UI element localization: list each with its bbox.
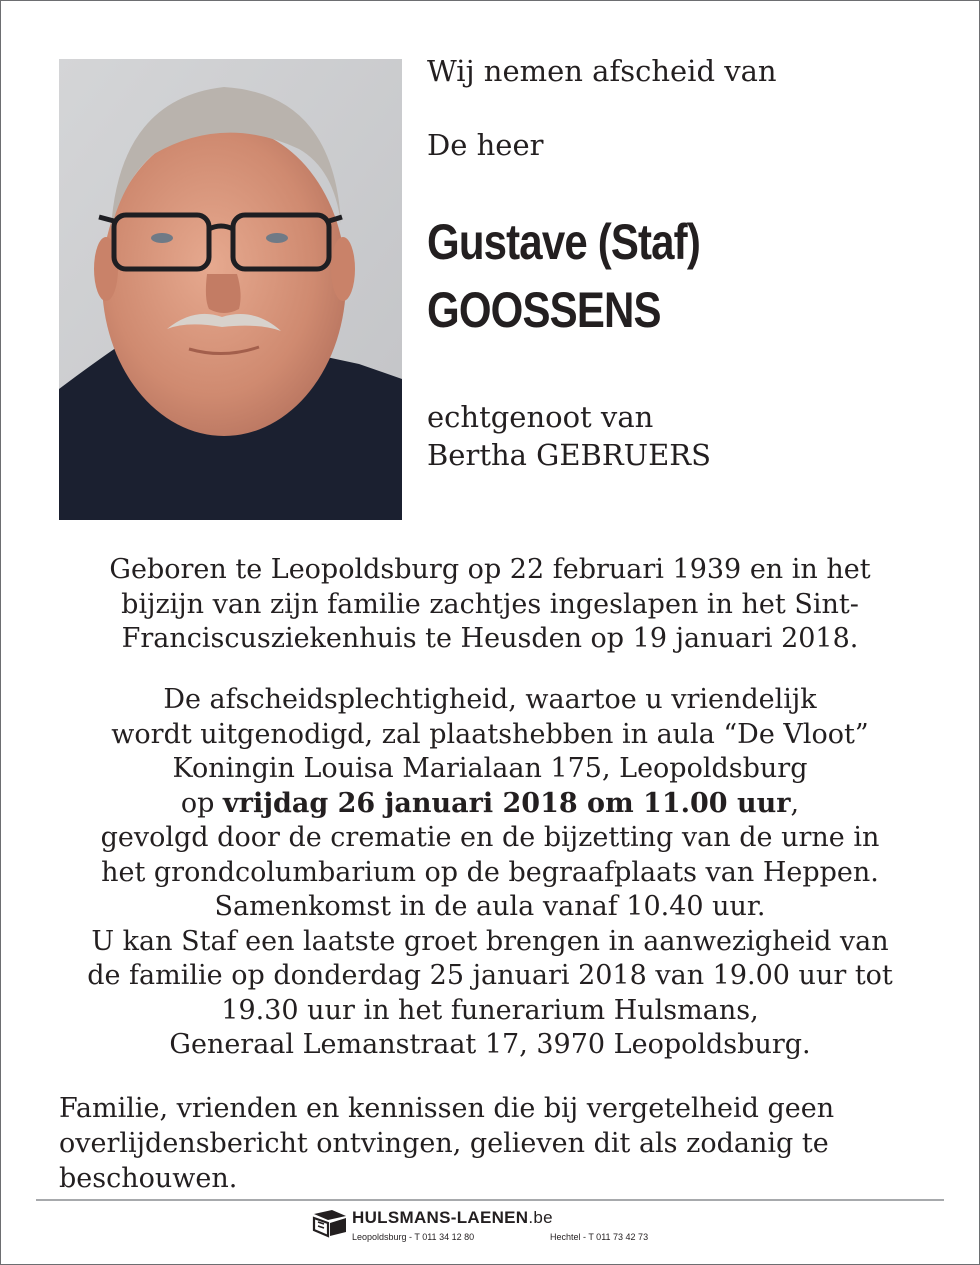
funeral-home-logo-icon bbox=[312, 1208, 348, 1238]
paragraph-line: De afscheidsplechtigheid, waartoe u vriendelijk bbox=[163, 684, 817, 715]
paragraph-line: wordt uitgenodigd, zal plaatshebben in aula “De Vloot” bbox=[111, 718, 869, 750]
paragraph-line: Generaal Lemanstraat 17, 3970 Leopoldsburg. bbox=[169, 1029, 811, 1060]
birth-death-paragraph bbox=[40, 553, 940, 657]
spouse-info bbox=[427, 398, 711, 474]
paragraph-line: bijzijn van zijn familie zachtjes ingeslapen in het Sint- bbox=[121, 588, 859, 620]
portrait-photo bbox=[59, 59, 402, 520]
paragraph-line: Koningin Louisa Marialaan 175, Leopoldsburg bbox=[172, 753, 808, 784]
ceremony-paragraph bbox=[40, 683, 940, 1063]
footer-divider bbox=[36, 1199, 944, 1201]
deceased-name bbox=[427, 208, 700, 344]
paragraph-line: Geboren te Leopoldsburg op 22 februari 1939 en in het bbox=[109, 554, 871, 585]
ceremony-date: vrijdag 26 januari 2018 om 11.00 uur bbox=[223, 787, 791, 819]
name-first: Gustave (Staf) bbox=[427, 214, 700, 270]
spouse-name: Bertha GEBRUERS bbox=[427, 438, 711, 472]
paragraph-line: beschouwen. bbox=[59, 1163, 238, 1194]
address-leopoldsburg: Leopoldsburg - T 011 34 12 80 bbox=[352, 1232, 475, 1242]
paragraph-line: 19.30 uur in het funerarium Hulsmans, bbox=[221, 994, 759, 1026]
funeral-home-footer bbox=[312, 1208, 692, 1248]
ceremony-date-line bbox=[40, 787, 940, 822]
title-text: De heer bbox=[427, 128, 544, 162]
paragraph-line: Franciscusziekenhuis te Heusden op 19 januari 2018. bbox=[121, 623, 859, 654]
paragraph-line: Samenkomst in de aula vanaf 10.40 uur. bbox=[214, 891, 766, 922]
funeral-home-name bbox=[352, 1208, 553, 1228]
paragraph-line: U kan Staf een laatste groet brengen in aanwezigheid van bbox=[91, 925, 889, 957]
date-suffix: , bbox=[790, 787, 800, 819]
date-prefix: op bbox=[180, 787, 224, 819]
paragraph-line: gevolgd door de crematie en de bijzetting van de urne in bbox=[100, 822, 880, 853]
brand-tld: .be bbox=[528, 1208, 553, 1227]
closing-paragraph bbox=[59, 1091, 919, 1196]
paragraph-line: het grondcolumbarium op de begraafplaats van Heppen. bbox=[101, 856, 879, 888]
paragraph-line: overlijdensbericht ontvingen, gelieven dit als zodanig te bbox=[59, 1128, 829, 1159]
address-hechtel: Hechtel - T 011 73 42 73 bbox=[550, 1232, 649, 1242]
paragraph-line: Familie, vrienden en kennissen die bij vergetelheid geen bbox=[59, 1093, 835, 1124]
intro-text: Wij nemen afscheid van bbox=[427, 54, 777, 88]
brand-name: HULSMANS-LAENEN bbox=[352, 1208, 529, 1227]
name-last: GOOSSENS bbox=[427, 282, 661, 338]
paragraph-line: de familie op donderdag 25 januari 2018 van 19.00 uur tot bbox=[87, 960, 893, 991]
spouse-label: echtgenoot van bbox=[427, 400, 654, 434]
